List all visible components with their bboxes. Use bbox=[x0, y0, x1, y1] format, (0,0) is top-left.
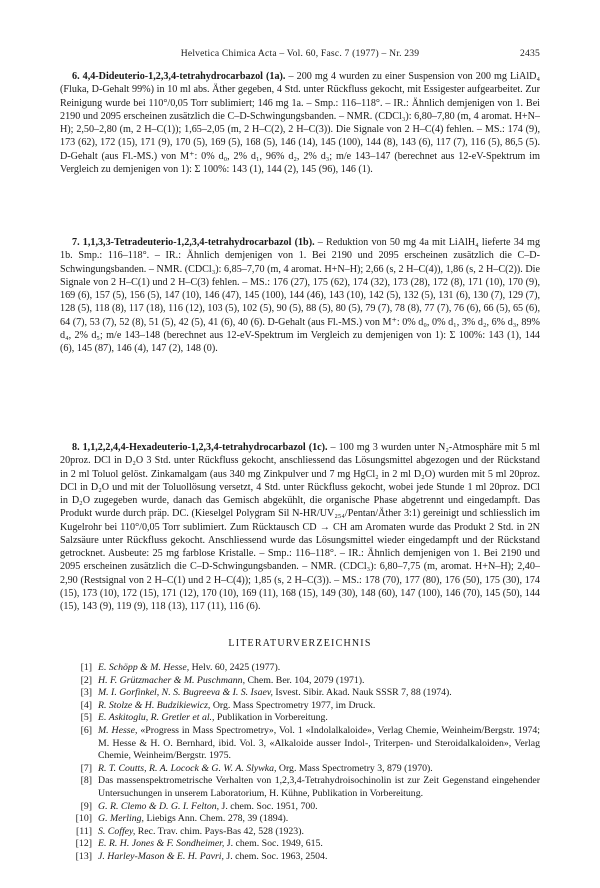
reference-source: Org. Mass Spectrometry 3, 879 (1970). bbox=[276, 762, 433, 774]
reference-item bbox=[60, 813, 540, 826]
paragraph-body: – Reduktion von 50 mg 4a mit LiAlH₄ lieferte 34 mg 1b. Smp.: 116–118°. – IR.: Ähnlich demjenigen von 1. Bei 2190 und 2095 erscheinen zusätzlich die C–D-Schwingungsbanden. – NMR. (CDCl₃): 6,85–7,70 (m, 4 aromat. H+N–H); 2,66 (s, 2 H–C(4)), 1,86 (s, 2 H–C(2)). Die Signale von 2 H–C(1) und 2 H–C(3) fehlen. – MS.: 176 (27), 175 (62), 174 (32), 173 (28), 172 (8), 171 (10), 170 (9), 169 (6), 157 (5), 156 (5), 147 (10), 146 (47), 145 (100), 144 (46), 143 (10), 142 (5), 132 (5), 131 (6), 130 (7), 129 (7), 128 (5), 118 (8), 117 (18), 116 (12), 103 (5), 102 (5), 90 (5), 88 (5), 80 (5), 79 (7), 78 (8), 77 (7), 76 (6), 66 (5), 65 (6), 64 (7), 53 (7), 52 (8), 51 (5), 42 (5), 41 (6), 40 (6). D-Gehalt (aus Fl.-MS.) von M⁺: 0% d₀, 0% d₁, 3% d₂, 6% d₃, 89% d₄, 2% d₅; m/e 143–148 (berechnet aus 12-eV-Spektrum im Vergleich zu demjenigen von 1): Σ 100%: 143 (1), 144 (6), 145 (87), 146 (4), 147 (2), 148 (0). bbox=[60, 237, 541, 354]
reference-number: [2] bbox=[80, 674, 92, 686]
reference-authors: E. R. H. Jones & F. Sondheimer, bbox=[98, 838, 225, 850]
experimental-paragraph-7 bbox=[60, 236, 540, 355]
reference-authors: G. R. Clemo & D. G. I. Felton, bbox=[98, 800, 220, 812]
reference-number: [9] bbox=[80, 800, 92, 812]
reference-number: [12] bbox=[75, 838, 92, 850]
reference-item bbox=[60, 826, 540, 839]
reference-item bbox=[60, 725, 540, 763]
paragraph-heading: 6. 4,4-Dideuterio-1,2,3,4-tetrahydrocarbazol (1a). bbox=[72, 71, 286, 82]
reference-item bbox=[60, 838, 540, 851]
reference-number: [10] bbox=[75, 813, 92, 825]
reference-source: J. chem. Soc. 1949, 615. bbox=[224, 838, 323, 850]
reference-number: [13] bbox=[75, 850, 92, 862]
experimental-paragraph-6 bbox=[60, 70, 540, 176]
references-list bbox=[60, 662, 540, 864]
paragraph-body: – 100 mg 3 wurden unter N₂-Atmosphäre mit 5 ml 20proz. DCl in D₂O 3 Std. unter Rückfluss gekocht, anschliessend das Lösungsmittel abgezogen und der Rückstand in 2 ml Toluol gelöst. Zinkamalgam (aus 340 mg Zinkpulver und 7 mg HgCl₂ in 2 ml D₂O) wurden mit 5 ml 20proz. DCl in D₂O und mit der Toluollösung versetzt, 4 Std. unter Rückfluss gekocht, wobei jede Stunde 1 ml 20proz. DCl in D₂O zugegeben wurde, danach das Gemisch abgekühlt, die organische Phase abgetrennt und eingedampft. Das Produkt wurde durch präp. DC. (Kieselgel Polygram Sil N-HR/UV₂₅₄/Pentan/Äther 3:1) gereinigt und schliesslich im Kugelrohr bei 110°/0,05 Torr sublimiert. Zum Rücktausch CD → CH am Aromaten wurde das Produkt 2 Std. in 2N Salzsäure unter Rückfluss gekocht. Anschliessend wurde das Lösungsmittel wieder eingedampft und der Rückstand getrocknet. Ausbeute: 25 mg farblose Kristalle. – Smp.: 116–118°. – IR.: Ähnlich demjenigen von 1. Bei 2190 und 2095 erscheinen zusätzlich die C–D-Schwingungsbanden. – NMR. (CDCl₃): 6,80–7,75 (m, aromat. H+N–H); 2,40–2,90 (Restsignal von 2 H–C(1) und 2 H–C(4)); 1,85 (s, 2 H–C(3)). – MS.: 178 (70), 177 (80), 176 (50), 175 (30), 174 (15), 173 (10), 172 (15), 171 (12), 170 (10), 169 (11), 168 (15), 149 (30), 148 (60), 147 (100), 146 (70), 145 (50), 144 (15), 143 (9), 119 (9), 118 (13), 117 (11), 116 (6). bbox=[60, 442, 540, 612]
reference-number: [7] bbox=[80, 762, 92, 774]
reference-source: Org. Mass Spectrometry 1977, im Druck. bbox=[210, 699, 376, 711]
reference-source: Chem. Ber. 104, 2079 (1971). bbox=[245, 674, 365, 686]
reference-authors: H. F. Grützmacher & M. Puschmann, bbox=[98, 674, 246, 686]
reference-authors: J. Harley-Mason & E. H. Pavri, bbox=[98, 850, 224, 862]
reference-authors: R. Stolze & H. Budzikiewicz, bbox=[98, 699, 211, 711]
reference-source: «Progress in Mass Spectrometry», Vol. 1 «Indolalkaloide», Verlag Chemie, Weinheim/Bergstr. 1974; M. Hesse & H. O. Bernhard, ibid. Vol. 3, «Alkaloide ausser Indol-, Triterpen- und Steroidalkaloiden», Verlag Chemie, Weinheim/Bergstr. 1975. bbox=[98, 724, 541, 762]
reference-source: Helv. 60, 2425 (1977). bbox=[189, 662, 281, 673]
reference-authors: M. Hesse, bbox=[98, 724, 138, 736]
reference-source: Isvest. Sibir. Akad. Nauk SSSR 7, 88 (1974). bbox=[272, 687, 452, 699]
reference-authors: S. Coffey, bbox=[98, 825, 136, 837]
reference-item bbox=[60, 675, 540, 688]
reference-item bbox=[60, 851, 540, 864]
reference-source: J. chem. Soc. 1951, 700. bbox=[219, 800, 318, 812]
reference-item bbox=[60, 662, 540, 675]
reference-item bbox=[60, 687, 540, 700]
reference-source: Rec. Trav. chim. Pays-Bas 42, 528 (1923). bbox=[135, 825, 304, 837]
reference-authors: E. Askitoglu, R. Gretler et al., bbox=[98, 712, 215, 724]
running-header bbox=[60, 48, 540, 62]
reference-item bbox=[60, 763, 540, 776]
references-heading: LITERATURVERZEICHNIS bbox=[228, 638, 372, 649]
reference-item bbox=[60, 801, 540, 814]
reference-source: Publikation in Vorbereitung. bbox=[214, 712, 328, 724]
reference-authors: M. I. Gorfinkel, N. S. Bugreeva & I. S. Isaev, bbox=[98, 687, 273, 699]
reference-number: [11] bbox=[76, 825, 92, 837]
reference-authors: E. Schöpp & M. Hesse, bbox=[98, 662, 190, 673]
paragraph-heading: 8. 1,1,2,2,4,4-Hexadeuterio-1,2,3,4-tetrahydrocarbazol (1c). bbox=[72, 442, 328, 453]
reference-number: [4] bbox=[80, 699, 92, 711]
running-title: Helvetica Chimica Acta – Vol. 60, Fasc. 7 (1977) – Nr. 239 bbox=[180, 48, 420, 59]
reference-number: [6] bbox=[80, 724, 92, 736]
paragraph-body: – 200 mg 4 wurden zu einer Suspension von 200 mg LiAlD₄ (Fluka, D-Gehalt 99%) in 10 ml abs. Äther gegeben, 4 Std. unter Rückfluss gekocht, mit Essigester aufgearbeitet. Zur Reinigung wurde bei 110°/0,05 Torr sublimiert; 146 mg 1a. – Smp.: 116–118°. – IR.: Ähnlich demjenigen von 1. Bei 2190 und 2095 erscheinen zusätzlich die C–D-Schwingungsbanden. – NMR. (CDCl₃): 6,80–7,80 (m, 4 aromat. H+N–H); 2,50–2,80 (m, 2 H–C(1)); 1,65–2,05 (m, 2 H–C(2), 2 H–C(3)). Die Signale von 2 H–C(4) fehlen. – MS.: 174 (9), 173 (62), 172 (15), 171 (9), 170 (5), 169 (5), 168 (5), 146 (14), 145 (100), 144 (8), 143 (6), 117 (7), 116 (5), 86,5 (5). D-Gehalt (aus Fl.-MS.) von M⁺: 0% d₀, 2% d₁, 96% d₂, 2% d₃; m/e 143–147 (berechnet aus 12-eV-Spektrum im Vergleich zu demjenigen von 1): Σ 100%: 143 (1), 144 (2), 145 (96), 146 (1). bbox=[60, 71, 540, 175]
experimental-paragraph-8 bbox=[60, 441, 540, 613]
reference-source: J. chem. Soc. 1963, 2504. bbox=[223, 850, 328, 862]
reference-source: Das massenspektrometrische Verhalten von 1,2,3,4-Tetrahydroisochinolin ist zur Zeit Gegenstand eingehender Untersuchungen in unserem Laboratorium, H. Kühne, Publikation in Vorbereitung. bbox=[98, 775, 540, 799]
reference-item bbox=[60, 775, 540, 800]
reference-number: [5] bbox=[80, 712, 92, 724]
reference-number: [8] bbox=[80, 775, 92, 787]
paragraph-heading: 7. 1,1,3,3-Tetradeuterio-1,2,3,4-tetrahydrocarbazol (1b). bbox=[72, 237, 315, 248]
reference-authors: R. T. Coutts, R. A. Locock & G. W. A. Slywka, bbox=[98, 762, 277, 774]
reference-source: Liebigs Ann. Chem. 278, 39 (1894). bbox=[144, 813, 289, 825]
reference-number: [3] bbox=[80, 687, 92, 699]
reference-authors: G. Merling, bbox=[98, 813, 144, 825]
reference-item bbox=[60, 712, 540, 725]
page-number: 2435 bbox=[520, 48, 540, 59]
reference-item bbox=[60, 700, 540, 713]
reference-number: [1] bbox=[80, 662, 92, 673]
